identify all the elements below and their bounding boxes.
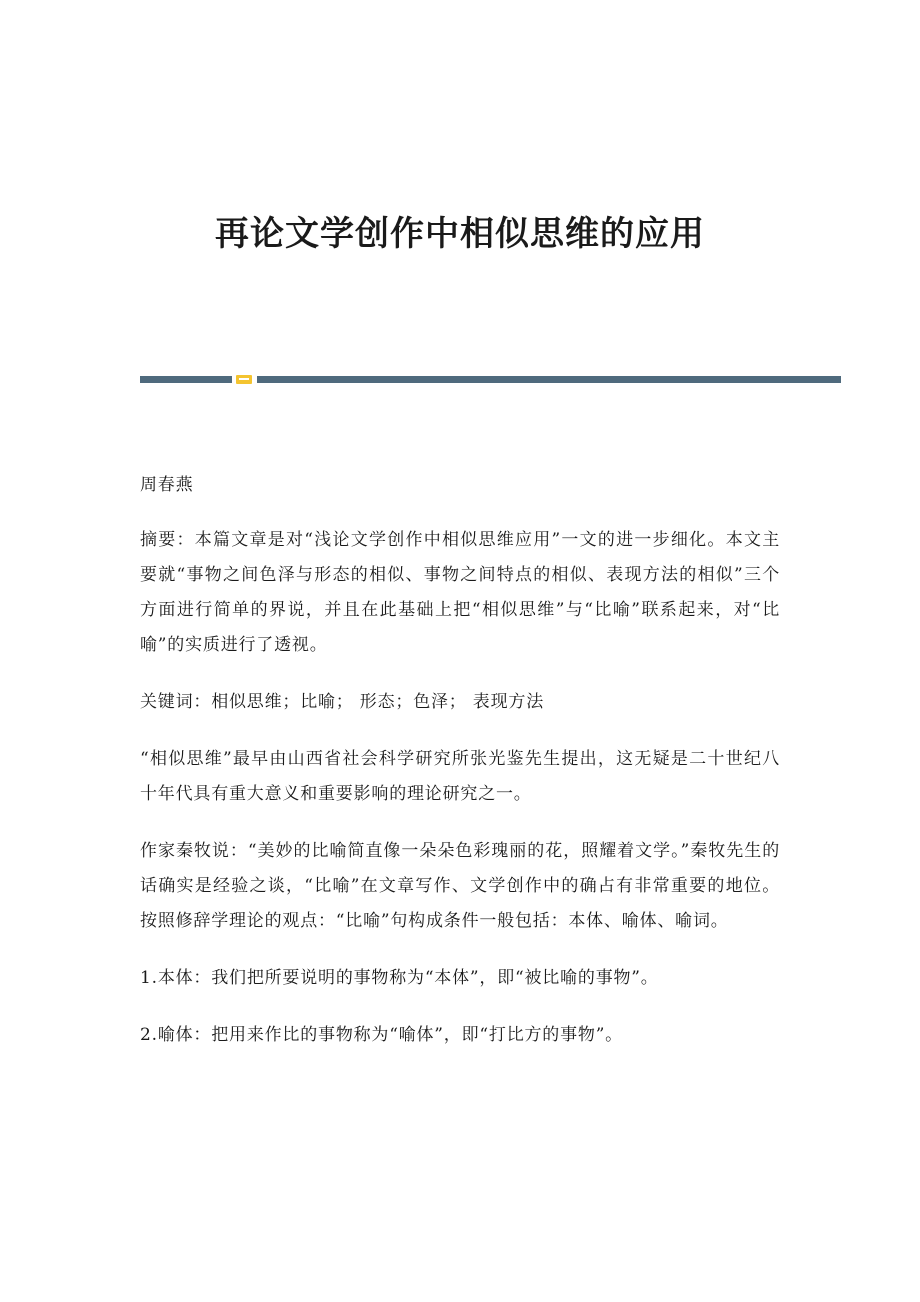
divider-ornament-icon	[236, 375, 252, 384]
body-paragraph: “相似思维”最早由山西省社会科学研究所张光鉴先生提出，这无疑是二十世纪八十年代具有重大意义和重要影响的理论研究之一。	[140, 749, 780, 804]
abstract-paragraph: 摘要：本篇文章是对“浅论文学创作中相似思维应用”一文的进一步细化。本文主要就“事物之间色泽与形态的相似、事物之间特点的相似、表现方法的相似”三个方面进行简单的界说，并且在此基础上把“相似思维”与“比喻”联系起来，对“比喻”的实质进行了透视。	[140, 530, 780, 655]
document-body	[140, 468, 780, 1075]
keywords-paragraph: 关键词：相似思维；比喻； 形态；色泽； 表现方法	[140, 692, 545, 712]
body-paragraph: 作家秦牧说：“美妙的比喻简直像一朵朵色彩瑰丽的花，照耀着文学。”秦牧先生的话确实是经验之谈，“比喻”在文章写作、文学创作中的确占有非常重要的地位。按照修辞学理论的观点：“比喻”句构成条件一般包括：本体、喻体、喻词。	[140, 841, 780, 931]
page-title: 再论文学创作中相似思维的应用	[215, 214, 705, 254]
divider-right-segment	[257, 376, 841, 383]
divider-left-segment	[140, 376, 232, 383]
title-divider	[140, 375, 841, 384]
author-name: 周春燕	[140, 475, 194, 495]
list-item: 1.本体：我们把所要说明的事物称为“本体”，即“被比喻的事物”。	[140, 968, 659, 988]
list-item: 2.喻体：把用来作比的事物称为“喻体”，即“打比方的事物”。	[140, 1025, 623, 1045]
